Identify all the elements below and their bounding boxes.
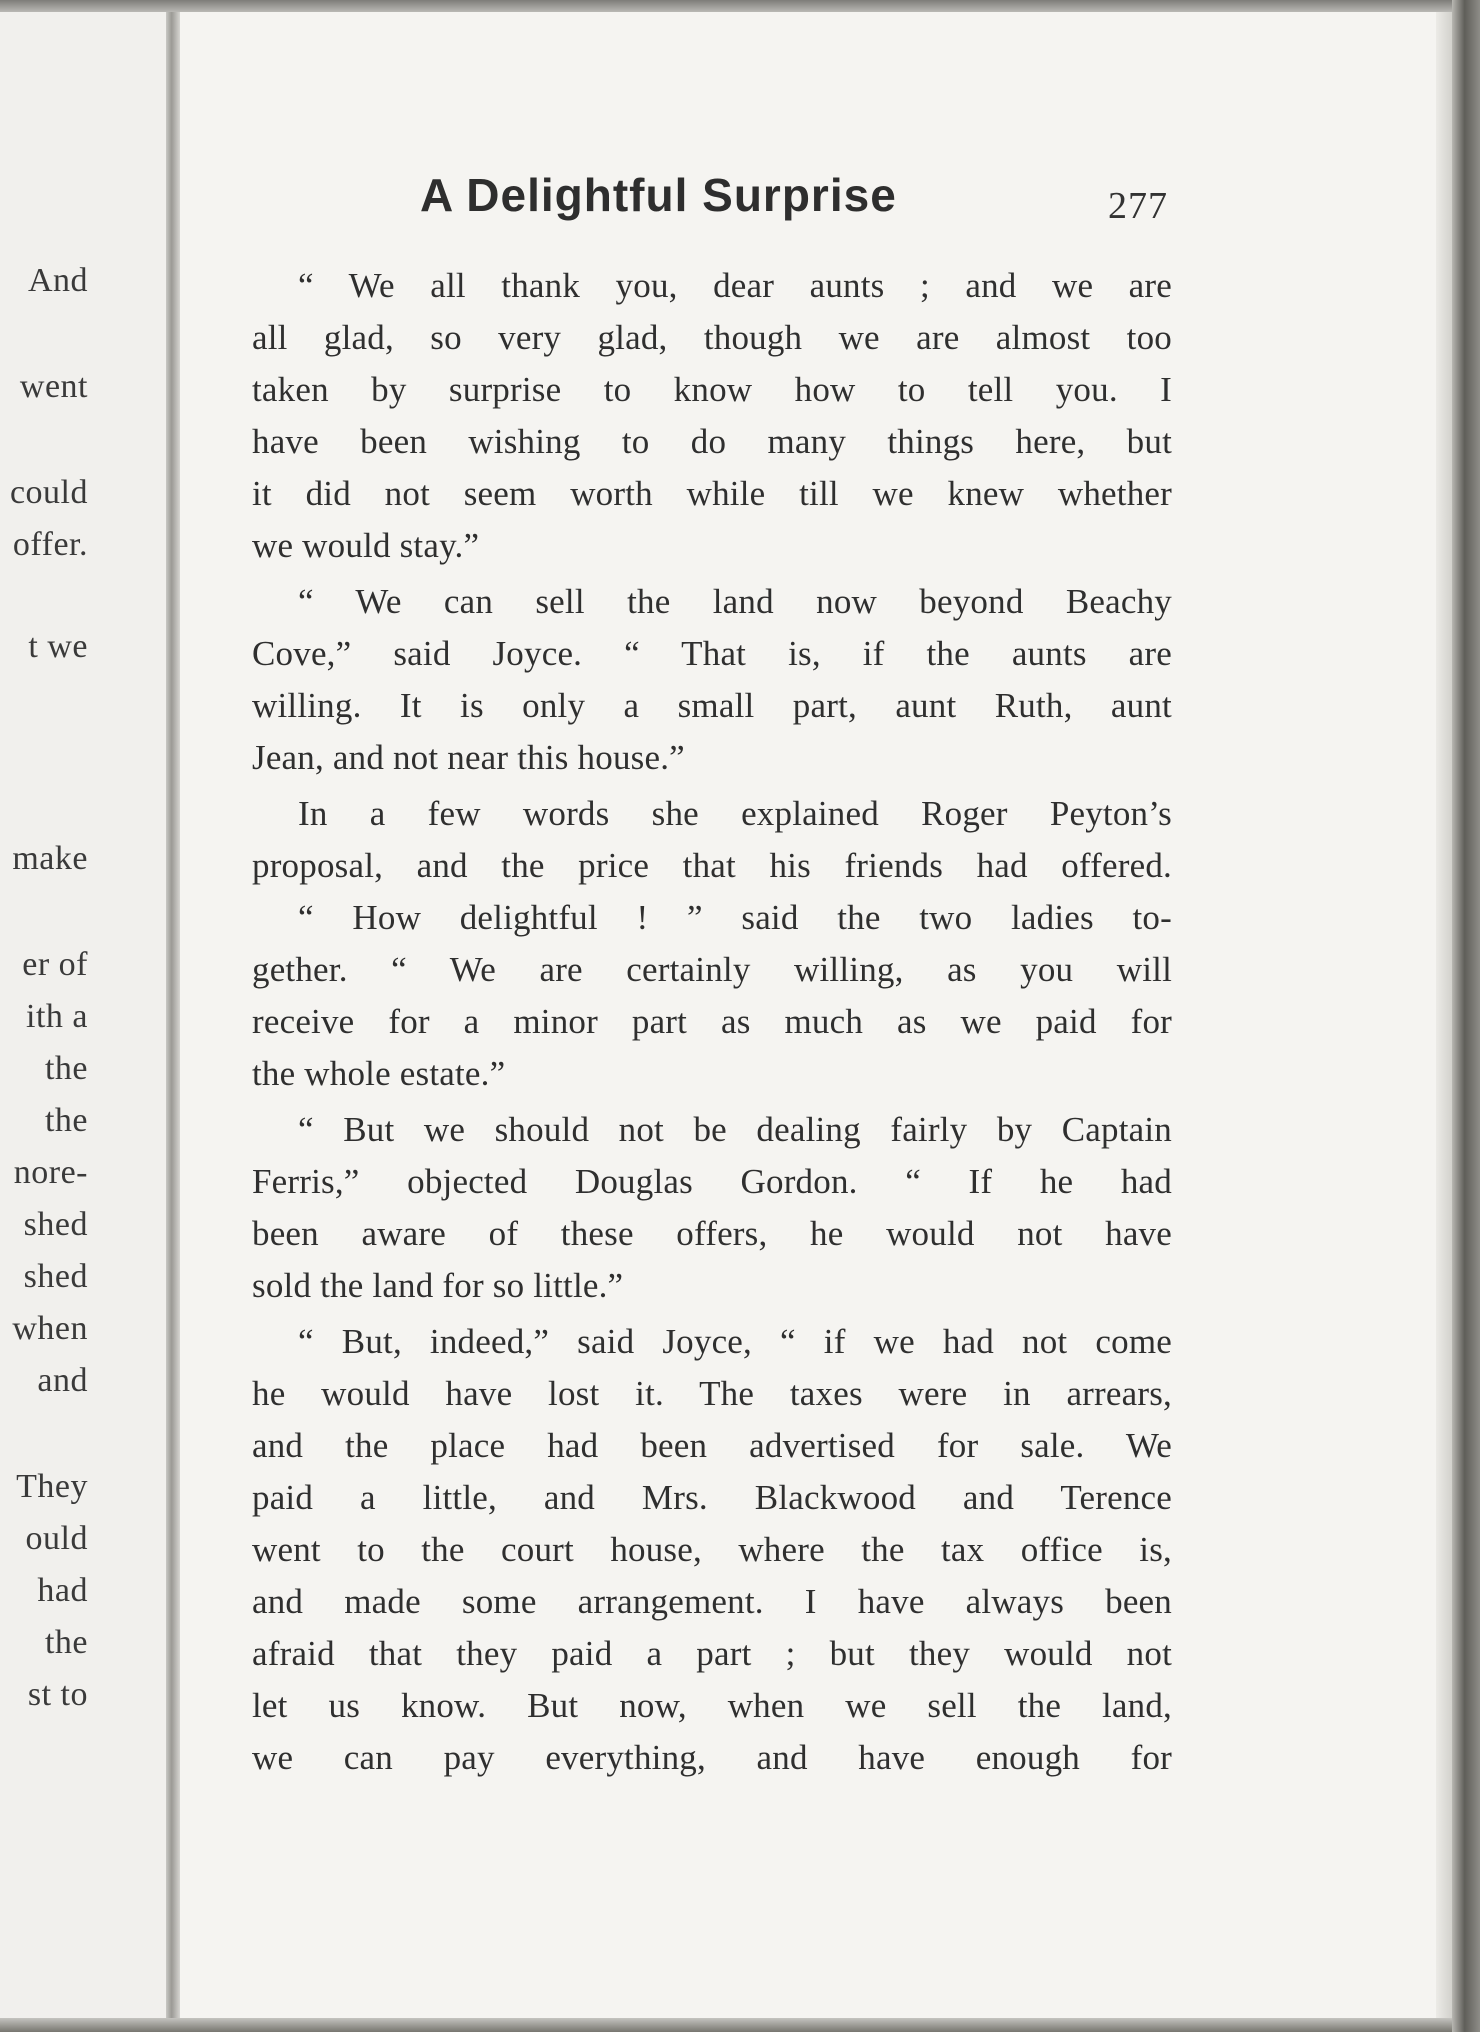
text-line: “ But we should not be dealing fairly by Captain [298,1110,1172,1149]
text-line: went to the court house, where the tax office is, [252,1530,1172,1569]
left-facing-page [0,12,168,2018]
left-page-fragment: ould [25,1520,88,1557]
left-page-fragment: And [27,262,88,299]
text-line: Cove,” said Joyce. “ That is, if the aunts are [252,634,1172,673]
text-line: receive for a minor part as much as we paid for [252,1002,1172,1041]
left-page-fragment: offer. [12,526,88,563]
scan-frame-right [1452,0,1480,2032]
left-page-fragment: They [16,1468,88,1505]
text-line: all glad, so very glad, though we are almost too [252,318,1172,357]
left-page-fragment: went [19,368,88,405]
text-line: let us know. But now, when we sell the land, [252,1686,1172,1725]
text-line: have been wishing to do many things here, but [252,422,1172,461]
left-page-fragment: make [12,840,88,877]
scan-frame-bottom [0,2018,1480,2032]
text-line: Jean, and not near this house.” [252,738,685,777]
text-line: paid a little, and Mrs. Blackwood and Terence [252,1478,1172,1517]
left-page-fragment: st to [27,1676,88,1713]
left-page-fragment: the [44,1050,88,1087]
text-line: Ferris,” objected Douglas Gordon. “ If he had [252,1162,1172,1201]
text-line: “ But, indeed,” said Joyce, “ if we had not come [298,1322,1172,1361]
running-head-title: A Delightful Surprise [420,169,897,221]
text-line: sold the land for so little.” [252,1266,624,1305]
left-page-fragment: shed [23,1258,88,1295]
text-line: he would have lost it. The taxes were in arrears, [252,1374,1172,1413]
scan-frame-top [0,0,1480,12]
text-line: and made some arrangement. I have always been [252,1582,1172,1621]
left-page-fragment: t we [28,628,88,665]
text-line: “ We can sell the land now beyond Beachy [298,582,1172,621]
left-page-fragment: ith a [26,998,88,1035]
left-page-fragment: shed [23,1206,88,1243]
text-line: “ We all thank you, dear aunts ; and we are [298,266,1172,305]
left-page-fragment: the [44,1102,88,1139]
text-line: proposal, and the price that his friends had offered. [252,846,1172,885]
left-page-fragment: and [37,1362,88,1399]
text-line: we would stay.” [252,526,480,565]
text-line: the whole estate.” [252,1054,506,1093]
left-page-fragment: had [37,1572,88,1609]
left-page-fragment: er of [22,946,88,983]
text-line: willing. It is only a small part, aunt Ruth, aunt [252,686,1172,725]
text-line: we can pay everything, and have enough for [252,1738,1172,1777]
page-number: 277 [1108,185,1168,227]
text-line: gether. “ We are certainly willing, as you will [252,950,1172,989]
text-line: been aware of these offers, he would not have [252,1214,1172,1253]
left-page-fragment: nore- [13,1154,88,1191]
text-line: taken by surprise to know how to tell you. I [252,370,1172,409]
text-line: In a few words she explained Roger Peyton’s [298,794,1172,833]
left-page-fragment: when [12,1310,88,1347]
left-page-fragment: the [44,1624,88,1661]
text-line: it did not seem worth while till we knew whether [252,474,1172,513]
text-line: afraid that they paid a part ; but they would not [252,1634,1172,1673]
page-edge-shadow [1436,12,1452,2018]
left-page-fragment: could [9,474,88,511]
book-gutter [166,12,180,2018]
text-line: “ How delightful ! ” said the two ladies to- [298,898,1172,937]
text-line: and the place had been advertised for sale. We [252,1426,1172,1465]
